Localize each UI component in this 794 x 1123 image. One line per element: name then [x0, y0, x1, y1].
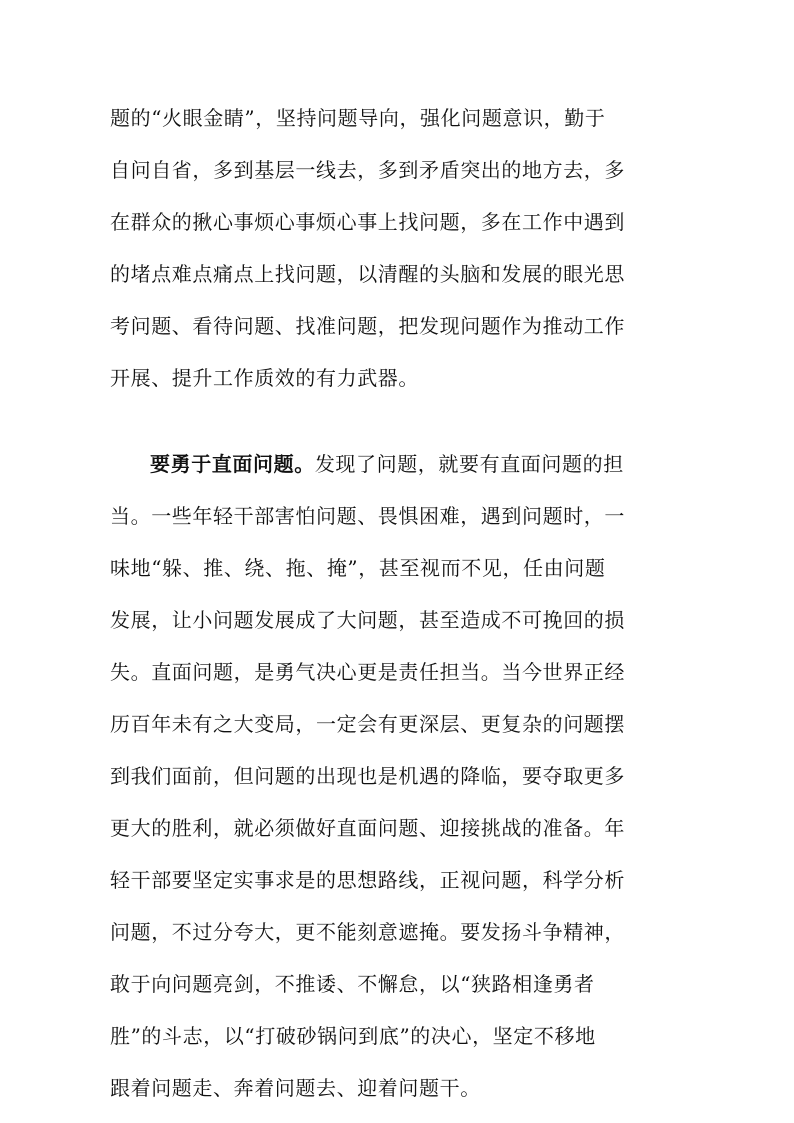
- paragraph-line: 当。一些年轻干部害怕问题、畏惧困难，遇到问题时，一: [110, 504, 625, 528]
- paragraph-line: 发展，让小问题发展成了大问题，甚至造成不可挽回的损: [110, 608, 625, 632]
- paragraph-line: 开展、提升工作质效的有力武器。: [110, 366, 419, 390]
- section-heading: 要勇于直面问题。: [150, 452, 315, 476]
- paragraph-line: 轻干部要坚定实事求是的思想路线，正视问题，科学分析: [110, 868, 625, 892]
- paragraph-line: 味地“躲、推、绕、拖、掩”，甚至视而不见，任由问题: [110, 556, 606, 580]
- paragraph-line: 自问自省，多到基层一线去，多到矛盾突出的地方去，多: [110, 158, 625, 182]
- paragraph-line: 到我们面前，但问题的出现也是机遇的降临，要夺取更多: [110, 764, 625, 788]
- paragraph-line: 敢于向问题亮剑，不推诿、不懈怠，以“狭路相逢勇者: [110, 972, 595, 996]
- paragraph-line: 的堵点难点痛点上找问题，以清醒的头脑和发展的眼光思: [110, 262, 625, 286]
- paragraph-line: 问题，不过分夸大，更不能刻意遮掩。要发扬斗争精神，: [110, 920, 625, 944]
- paragraph-line: 在群众的揪心事烦心事烦心事上找问题，多在工作中遇到: [110, 210, 625, 234]
- paragraph-first-line: [150, 450, 658, 478]
- paragraph-line: 考问题、看待问题、找准问题，把发现问题作为推动工作: [110, 314, 625, 338]
- paragraph-text: 发现了问题，就要有直面问题的担: [314, 452, 624, 476]
- paragraph-line: 题的“火眼金睛”，坚持问题导向，强化问题意识，勤于: [110, 106, 606, 130]
- paragraph-line: 历百年未有之大变局，一定会有更深层、更复杂的问题摆: [110, 712, 625, 736]
- paragraph-line: 跟着问题走、奔着问题去、迎着问题干。: [110, 1076, 481, 1100]
- paragraph-line: 更大的胜利，就必须做好直面问题、迎接挑战的准备。年: [110, 816, 625, 840]
- paragraph-line: 胜”的斗志，以“打破砂锅问到底”的决心，坚定不移地: [110, 1024, 596, 1048]
- paragraph-line: 失。直面问题，是勇气决心更是责任担当。当今世界正经: [110, 660, 625, 684]
